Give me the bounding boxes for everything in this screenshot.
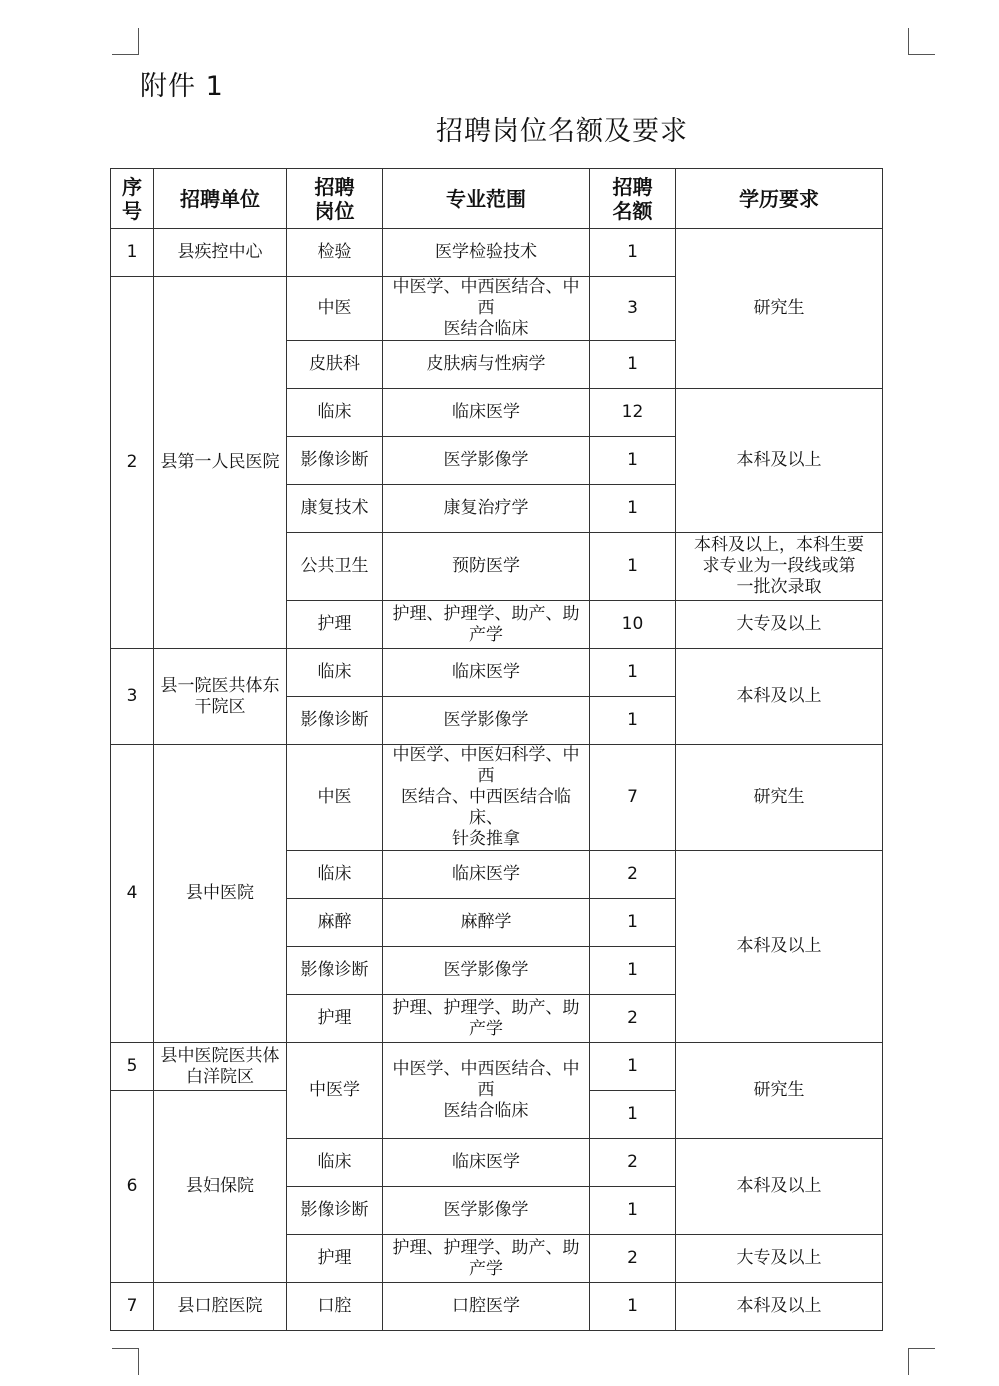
header-education: 学历要求 [676, 169, 883, 229]
post-cell: 中医 [287, 745, 383, 851]
table-row [111, 1283, 883, 1331]
page-title: 招聘岗位名额及要求 [436, 116, 688, 147]
quota-cell: 1 [590, 1187, 676, 1235]
unit-cell: 县第一人民医院 [154, 277, 287, 649]
unit-cell: 县疾控中心 [154, 229, 287, 277]
quota-cell: 1 [590, 1283, 676, 1331]
major-cell: 临床医学 [383, 649, 590, 697]
major-cell: 医学影像学 [383, 697, 590, 745]
post-cell: 口腔 [287, 1283, 383, 1331]
quota-cell: 2 [590, 1139, 676, 1187]
header-unit: 招聘单位 [154, 169, 287, 229]
major-cell: 中医学、中西医结合、中西 医结合临床 [383, 277, 590, 341]
quota-cell: 1 [590, 899, 676, 947]
table-row [111, 1043, 883, 1091]
post-cell: 康复技术 [287, 485, 383, 533]
crop-mark-top-right [908, 28, 935, 55]
education-cell: 本科及以上，本科生要 求专业为一段线或第 一批次录取 [676, 533, 883, 601]
crop-mark-bottom-left [112, 1348, 139, 1375]
unit-cell: 县口腔医院 [154, 1283, 287, 1331]
major-cell: 医学影像学 [383, 947, 590, 995]
attachment-label: 附件 1 [140, 71, 224, 102]
post-cell: 临床 [287, 1139, 383, 1187]
education-cell: 本科及以上 [676, 851, 883, 1043]
table-row [111, 229, 883, 277]
crop-mark-bottom-right [908, 1348, 935, 1375]
education-cell: 研究生 [676, 745, 883, 851]
major-cell: 口腔医学 [383, 1283, 590, 1331]
quota-cell: 1 [590, 229, 676, 277]
recruitment-table [110, 168, 883, 1331]
post-cell: 影像诊断 [287, 1187, 383, 1235]
quota-cell: 2 [590, 851, 676, 899]
quota-cell: 2 [590, 995, 676, 1043]
post-cell: 中医 [287, 277, 383, 341]
quota-cell: 1 [590, 697, 676, 745]
header-post: 招聘 岗位 [287, 169, 383, 229]
quota-cell: 12 [590, 389, 676, 437]
header-seq: 序 号 [111, 169, 154, 229]
crop-mark-top-left [112, 28, 139, 55]
post-cell: 影像诊断 [287, 437, 383, 485]
education-cell: 本科及以上 [676, 649, 883, 745]
major-cell: 中医学、中西医结合、中西 医结合临床 [383, 1043, 590, 1139]
quota-cell: 1 [590, 485, 676, 533]
seq-cell: 6 [111, 1091, 154, 1283]
unit-cell: 县一院医共体东 干院区 [154, 649, 287, 745]
seq-cell: 2 [111, 277, 154, 649]
seq-cell: 5 [111, 1043, 154, 1091]
major-cell: 麻醉学 [383, 899, 590, 947]
quota-cell: 7 [590, 745, 676, 851]
education-cell: 大专及以上 [676, 1235, 883, 1283]
seq-cell: 1 [111, 229, 154, 277]
table-row [111, 745, 883, 851]
post-cell: 临床 [287, 389, 383, 437]
major-cell: 康复治疗学 [383, 485, 590, 533]
quota-cell: 1 [590, 649, 676, 697]
quota-cell: 3 [590, 277, 676, 341]
major-cell: 医学影像学 [383, 1187, 590, 1235]
education-cell: 本科及以上 [676, 1139, 883, 1235]
quota-cell: 2 [590, 1235, 676, 1283]
major-cell: 皮肤病与性病学 [383, 341, 590, 389]
quota-cell: 1 [590, 1043, 676, 1091]
major-cell: 中医学、中医妇科学、中西 医结合、中西医结合临床、 针灸推拿 [383, 745, 590, 851]
education-cell: 研究生 [676, 229, 883, 389]
table-row [111, 649, 883, 697]
unit-cell: 县中医院 [154, 745, 287, 1043]
post-cell: 护理 [287, 1235, 383, 1283]
quota-cell: 1 [590, 533, 676, 601]
quota-cell: 1 [590, 437, 676, 485]
quota-cell: 10 [590, 601, 676, 649]
major-cell: 护理、护理学、助产、助产学 [383, 1235, 590, 1283]
seq-cell: 4 [111, 745, 154, 1043]
post-cell: 护理 [287, 995, 383, 1043]
post-cell: 检验 [287, 229, 383, 277]
major-cell: 医学检验技术 [383, 229, 590, 277]
education-cell: 本科及以上 [676, 389, 883, 533]
post-cell: 皮肤科 [287, 341, 383, 389]
education-cell: 研究生 [676, 1043, 883, 1139]
major-cell: 护理、护理学、助产、助产学 [383, 995, 590, 1043]
major-cell: 临床医学 [383, 1139, 590, 1187]
post-cell: 影像诊断 [287, 697, 383, 745]
major-cell: 预防医学 [383, 533, 590, 601]
major-cell: 临床医学 [383, 851, 590, 899]
unit-cell: 县妇保院 [154, 1091, 287, 1283]
unit-cell: 县中医院医共体 白洋院区 [154, 1043, 287, 1091]
header-quota: 招聘 名额 [590, 169, 676, 229]
post-cell: 麻醉 [287, 899, 383, 947]
post-cell: 临床 [287, 851, 383, 899]
post-cell: 护理 [287, 601, 383, 649]
header-major: 专业范围 [383, 169, 590, 229]
seq-cell: 7 [111, 1283, 154, 1331]
quota-cell: 1 [590, 341, 676, 389]
major-cell: 临床医学 [383, 389, 590, 437]
post-cell: 公共卫生 [287, 533, 383, 601]
post-cell: 中医学 [287, 1043, 383, 1139]
table-header-row [111, 169, 883, 229]
quota-cell: 1 [590, 947, 676, 995]
major-cell: 医学影像学 [383, 437, 590, 485]
education-cell: 大专及以上 [676, 601, 883, 649]
education-cell: 本科及以上 [676, 1283, 883, 1331]
seq-cell: 3 [111, 649, 154, 745]
post-cell: 临床 [287, 649, 383, 697]
quota-cell: 1 [590, 1091, 676, 1139]
major-cell: 护理、护理学、助产、助产学 [383, 601, 590, 649]
post-cell: 影像诊断 [287, 947, 383, 995]
